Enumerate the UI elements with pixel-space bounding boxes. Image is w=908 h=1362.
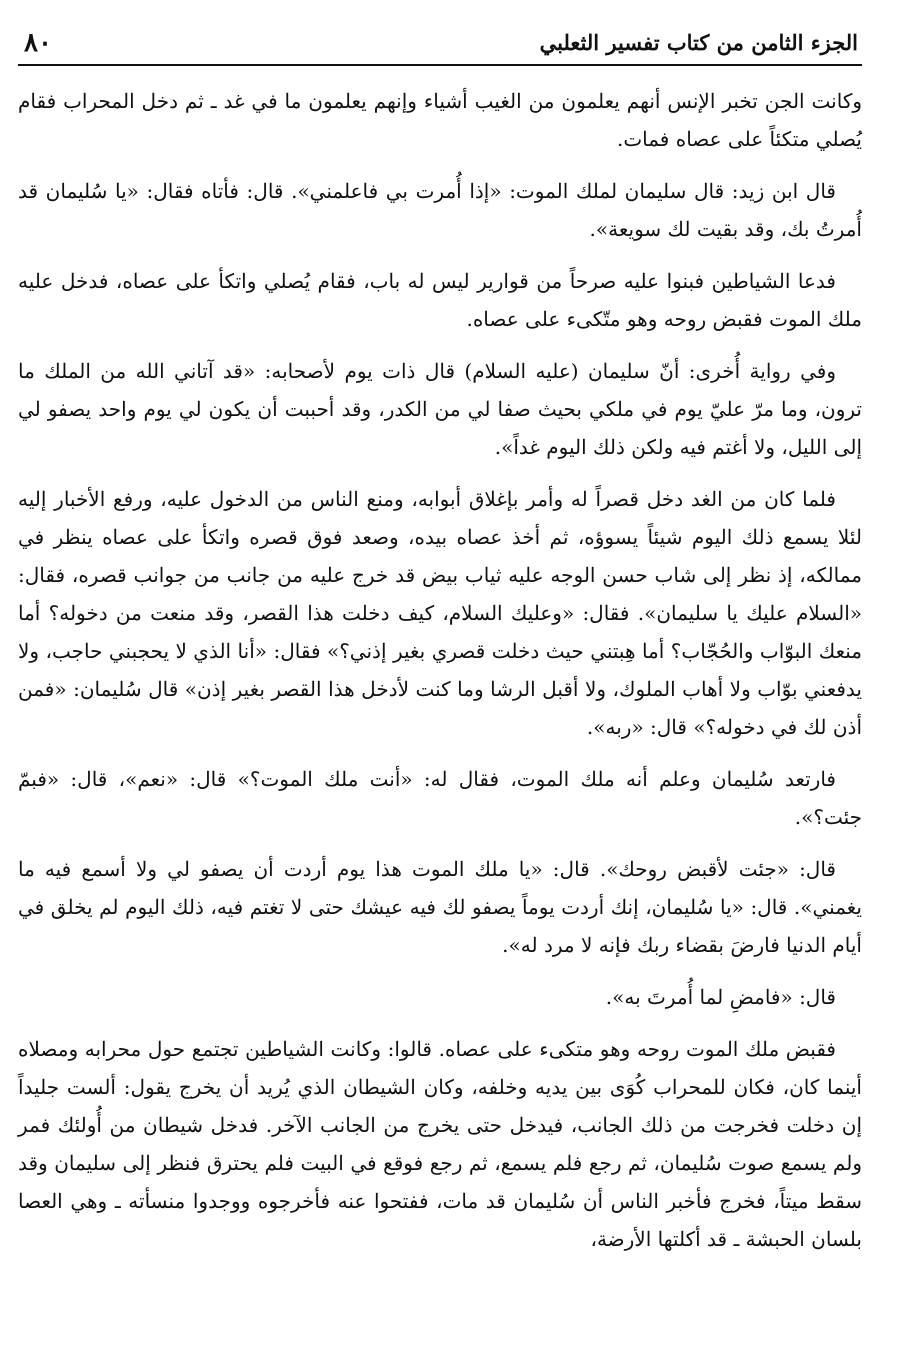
paragraph: قال ابن زيد: قال سليمان لملك الموت: «إذا أُمرت بي فاعلمني». قال: فأتاه فقال: «يا سُليمان قد أُمرتُ بك، وقد بقيت لك سويعة». xyxy=(18,179,862,241)
page-number: ٨٠ xyxy=(24,28,52,58)
paragraph: فقبض ملك الموت روحه وهو متكىء على عصاه. قالوا: وكانت الشياطين تجتمع حول محرابه ومصلاه أينما كان، فكان للمحراب كُوَى بين يديه وخلفه، وكان الشيطان الذي يُريد أن يخرج يقول: ألست جليداً إن دخلت فخرجت من ذلك الجانب، فيدخل حتى يخرج من الجانب الآخر. فدخل شيطان من أُولئك فمر ولم يسمع صوت سُليمان، ثم رجع فلم يسمع، ثم رجع فوقع في البيت فلم يحترق فنظر إلى سليمان وقد سقط ميتاً، فخرج فأخبر الناس أن سُليمان قد مات، ففتحوا عنه فأخرجوه ووجدوا منسأته ـ وهي العصا بلسان الحبشة ـ قد أكلتها الأرضة، xyxy=(18,1037,862,1251)
page-body xyxy=(18,82,862,1258)
paragraph: فلما كان من الغد دخل قصراً له وأمر بإغلاق أبوابه، ومنع الناس من الدخول عليه، ورفع الأخبار إليه لئلا يسمع ذلك اليوم شيئاً يسوؤه، ثم أخذ عصاه بيده، وصعد فوق قصره واتكأ على عصاه ينظر في ممالكه، إذ نظر إلى شاب حسن الوجه عليه ثياب بيض قد خرج عليه من جانب من جوانب قصره، فقال: «السلام عليك يا سليمان». فقال: «وعليك السلام، كيف دخلت هذا القصر، وقد منعت من دخوله؟ أما منعك البوّاب والحُجّاب؟ أما هِبتني حيث دخلت قصري بغير إذني؟» فقال: «أنا الذي لا يحجبني حاجب، ولا يدفعني بوّاب ولا أهاب الملوك، ولا أقبل الرشا وما كنت لأدخل هذا القصر بغير إذن» قال سُليمان: «فمن أذن لك في دخوله؟» قال: «ربه». xyxy=(18,487,862,739)
paragraph: وكانت الجن تخبر الإنس أنهم يعلمون من الغيب أشياء وإنهم يعلمون ما في غد ـ ثم دخل المحراب فقام يُصلي متكئاً على عصاه فمات. xyxy=(18,89,863,151)
paragraph: فدعا الشياطين فبنوا عليه صرحاً من قوارير ليس له باب، فقام يُصلي واتكأ على عصاه، فدخل عليه ملك الموت فقبض روحه وهو متّكىء على عصاه. xyxy=(18,269,862,331)
running-title: الجزء الثامن من كتاب تفسير الثعلبي xyxy=(539,30,858,55)
paragraph: فارتعد سُليمان وعلم أنه ملك الموت، فقال له: «أنت ملك الموت؟» قال: «نعم»، قال: «فبمّ جئت؟». xyxy=(18,767,862,829)
paragraph: قال: «فامضِ لما أُمرتَ به». xyxy=(605,985,836,1009)
page-header xyxy=(18,28,862,66)
paragraph: قال: «جئت لأقبض روحك». قال: «يا ملك الموت هذا يوم أردت أن يصفو لي ولا أسمع فيه ما يغمني». قال: «يا سُليمان، إنك أردت يوماً يصفو لك فيه عيشك حتى لا تغتم فيه، ذلك اليوم لم يخلق في أيام الدنيا فارضَ بقضاء ربك فإنه لا مرد له». xyxy=(18,857,862,957)
paragraph: وفي رواية أُخرى: أنّ سليمان (عليه السلام) قال ذات يوم لأصحابه: «قد آتاني الله من الملك ما ترون، وما مرّ عليّ يوم في ملكي بحيث صفا لي من الكدر، وقد أحببت أن يكون لي يوم واحد يصفو لي إلى الليل، ولا أغتم فيه ولكن ذلك اليوم غداً». xyxy=(18,359,862,459)
